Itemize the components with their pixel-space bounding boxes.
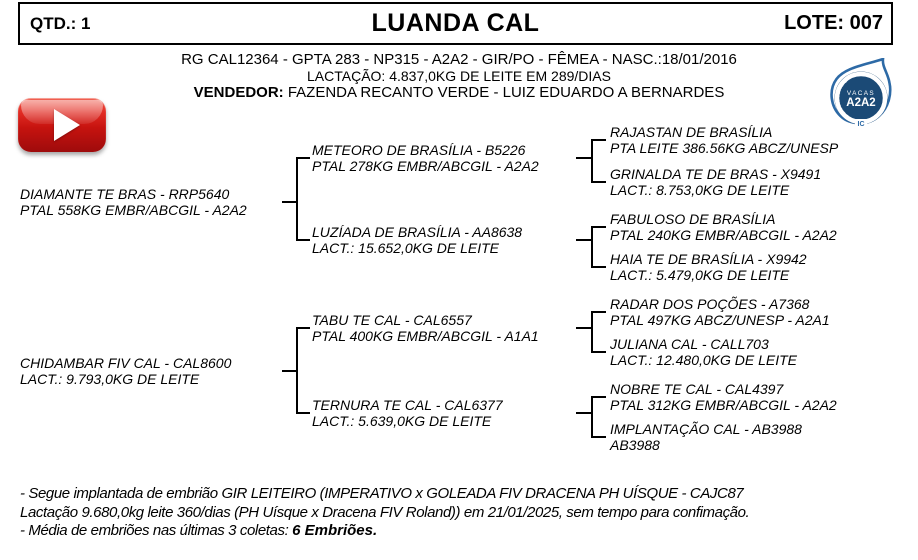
animal-name: NOBRE TE CAL - CAL4397 <box>610 381 784 397</box>
logo-ring-caption: CERTIFICADO <box>835 77 851 120</box>
logo-top-text: VACAS <box>846 90 876 97</box>
animal-name: JULIANA CAL - CALL703 <box>610 336 769 352</box>
vendor-value: FAZENDA RECANTO VERDE - LUIZ EDUARDO A BERNARDES <box>283 84 725 101</box>
animal-info: PTAL 400KG EMBR/ABCGIL - A1A1 <box>312 328 539 344</box>
animal-name: HAIA TE DE BRASÍLIA - X9942 <box>610 251 807 267</box>
pedigree-node-sire <box>20 186 247 218</box>
logo-main-text: A2A2 <box>846 97 876 109</box>
animal-name: LUZÍADA DE BRASÍLIA - AA8638 <box>312 224 523 240</box>
animal-name: METEORO DE BRASÍLIA - B5226 <box>312 142 526 158</box>
animal-info: LACT.: 12.480,0KG DE LEITE <box>610 352 798 368</box>
animal-info: AB3988 <box>610 437 660 453</box>
animal-name-title: LUANDA CAL <box>371 9 540 37</box>
animal-name: DIAMANTE TE BRAS - RRP5640 <box>20 186 230 202</box>
pedigree-node-dam-dam <box>312 397 503 429</box>
animal-info: LACT.: 8.753,0KG DE LEITE <box>610 182 790 198</box>
lot-number-label: LOTE: 007 <box>784 12 883 34</box>
note-line-3-highlight: 6 Embriões. <box>292 522 378 539</box>
pedigree-node <box>610 211 837 243</box>
pedigree-node <box>610 421 802 453</box>
note-line-2: Lactação 9.680,0kg leite 360/dias (PH Uísque x Dracena FIV Roland)) em 21/01/2025, sem tempo para confimação. <box>20 503 750 521</box>
vendor-label: VENDEDOR: <box>193 84 284 101</box>
pedigree-node-sire-dam <box>312 224 522 256</box>
pedigree-node <box>610 124 838 156</box>
animal-info: PTA LEITE 386.56KG ABCZ/UNESP <box>610 140 839 156</box>
footer-notes <box>20 485 749 541</box>
play-icon <box>54 109 80 141</box>
animal-info: LACT.: 5.639,0KG DE LEITE <box>312 413 492 429</box>
animal-name: TABU TE CAL - CAL6557 <box>312 312 472 328</box>
pedigree-node <box>610 381 837 413</box>
animal-name: FABULOSO DE BRASÍLIA <box>610 211 776 227</box>
pedigree-node-dam-sire <box>312 312 539 344</box>
animal-name: IMPLANTAÇÃO CAL - AB3988 <box>610 421 802 437</box>
pedigree-node <box>610 336 797 368</box>
note-line-3 <box>20 522 749 541</box>
animal-info: LACT.: 9.793,0KG DE LEITE <box>20 371 200 387</box>
animal-info: LACT.: 5.479,0KG DE LEITE <box>610 267 790 283</box>
pedigree-node-sire-sire <box>312 142 539 174</box>
quantity-label: QTD.: 1 <box>30 13 91 33</box>
animal-info: PTAL 278KG EMBR/ABCGIL - A2A2 <box>312 158 539 174</box>
registration-line: RG CAL12364 - GPTA 283 - NP315 - A2A2 - GIR/PO - FÊMEA - NASC.:18/01/2016 <box>181 51 737 68</box>
animal-name: RAJASTAN DE BRASÍLIA <box>610 124 773 140</box>
note-line-1: - Segue implantada de embrião GIR LEITEIRO (IMPERATIVO x GOLEADA FIV DRACENA PH UÍSQUE - CAJC87 <box>20 485 744 502</box>
animal-name: CHIDAMBAR FIV CAL - CAL8600 <box>20 355 232 371</box>
pedigree-node <box>610 251 807 283</box>
animal-info: PTAL 497KG ABCZ/UNESP - A2A1 <box>610 312 830 328</box>
animal-name: RADAR DOS POÇÕES - A7368 <box>610 296 810 312</box>
note-line-3-prefix: - Média de embriões nas últimas 3 coletas: <box>20 522 293 539</box>
animal-info: PTAL 312KG EMBR/ABCGIL - A2A2 <box>610 397 837 413</box>
lactation-line: LACTAÇÃO: 4.837,0KG DE LEITE EM 289/DIAS <box>307 68 611 84</box>
pedigree-node-dam <box>20 355 231 387</box>
pedigree-node <box>610 166 821 198</box>
pedigree-node <box>610 296 830 328</box>
animal-info: PTAL 558KG EMBR/ABCGIL - A2A2 <box>20 202 247 218</box>
animal-name: TERNURA TE CAL - CAL6377 <box>312 397 503 413</box>
animal-name: GRINALDA TE DE BRAS - X9491 <box>610 166 822 182</box>
animal-info: LACT.: 15.652,0KG DE LEITE <box>312 240 500 256</box>
logo-bottom-text: IC <box>857 121 865 128</box>
animal-info: PTAL 240KG EMBR/ABCGIL - A2A2 <box>610 227 837 243</box>
